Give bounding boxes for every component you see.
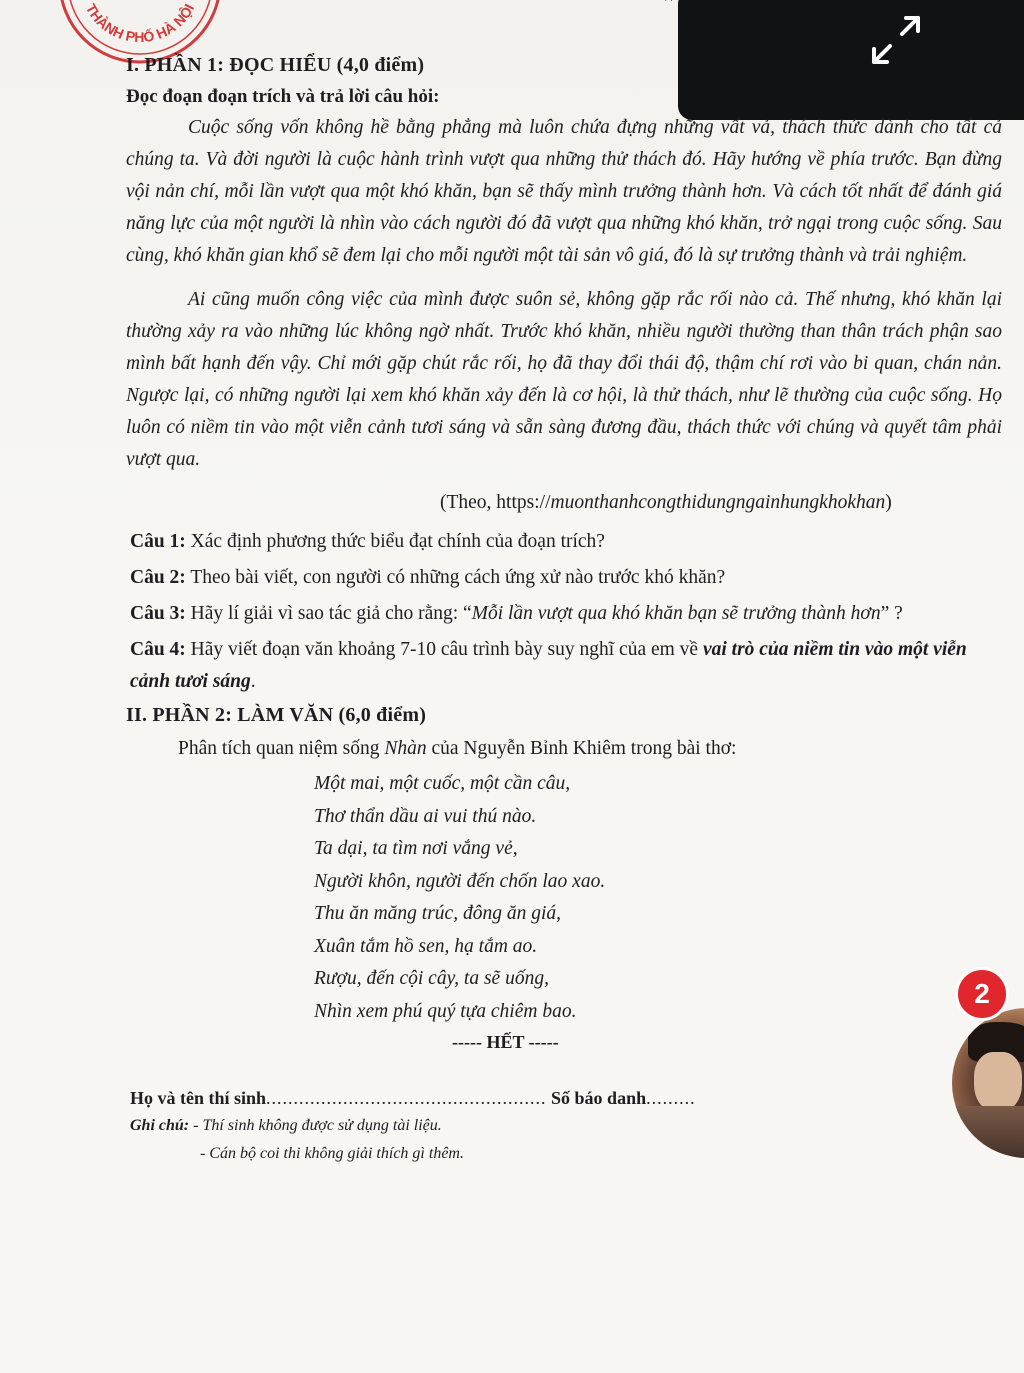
- question-4: [126, 634, 1006, 698]
- poem-line: Xuân tắm hồ sen, hạ tắm ao.: [314, 935, 538, 957]
- passage-paragraph-1: Cuộc sống vốn không hề bằng phẳng mà luôn chứa đựng những vất vả, thách thức dành cho tất cả chúng ta. Và đời người là cuộc hành trình vượt qua những thử thách đó. Hãy hướng về phía trước. Bạn đừng vội nản chí, mỗi lần vượt qua một khó khăn, bạn sẽ thấy mình trưởng thành hơn. Và cách tốt nhất để đánh giá năng lực của một người là nhìn vào cách người đó đã vượt qua những khó khăn, trở ngại trong cuộc sống. Sau cùng, khó khăn gian khổ sẽ đem lại cho mỗi người một tài sản vô giá, đó là sự trưởng thành và trải nghiệm.: [126, 117, 1002, 266]
- source-url: muonthanhcongthidungngainhungkhokhan: [550, 492, 886, 513]
- question-after: .: [250, 671, 256, 692]
- poem-line: Ta dại, ta tìm nơi vắng vẻ,: [314, 838, 518, 859]
- passage-source: [440, 488, 1006, 518]
- question-1: [126, 526, 1006, 558]
- prompt-before: Phân tích quan niệm sống: [178, 738, 385, 759]
- poem-line: Người khôn, người đến chốn lao xao.: [314, 870, 606, 892]
- part1-instruction: Đọc đoạn đoạn trích và trả lời câu hỏi:: [126, 86, 440, 107]
- poem-line: Thu ăn măng trúc, đông ăn giá,: [314, 903, 562, 924]
- part2-title: II. PHẦN 2: LÀM VĂN (6,0 điểm): [126, 704, 427, 726]
- question-label: Câu 1:: [130, 531, 186, 552]
- avatar-face: [974, 1052, 1022, 1112]
- notes: [130, 1112, 1006, 1168]
- passage-paragraph-2: Ai cũng muốn công việc của mình được suôn sẻ, không gặp rắc rối nào cả. Thế nhưng, khó khăn lại thường xảy ra vào những lúc không ngờ nhất. Trước khó khăn, nhiều người thường than thân trách phận sao mình bất hạnh đến vậy. Chỉ mới gặp chút rắc rối, họ đã thay đổi thái độ, thậm chí rơi vào bi quan, chán nản. Ngược lại, có những người lại xem khó khăn xảy đến là cơ hội, là thử thách, như lẽ thường của cuộc sống. Họ luôn có niềm tin vào một viễn cảnh tươi sáng và sẵn sàng đương đầu, thách thức với chúng và quyết tâm phải vượt qua.: [126, 289, 1002, 470]
- question-3: [126, 598, 1006, 630]
- prompt-work-title: Nhàn: [384, 738, 427, 759]
- part1-title: I. PHẦN 1: ĐỌC HIỂU (4,0 điểm): [126, 54, 425, 76]
- question-text: Xác định phương thức biểu đạt chính của đoạn trích?: [185, 531, 605, 552]
- question-label: Câu 4:: [130, 639, 186, 660]
- question-quote: Mỗi lần vượt qua khó khăn bạn sẽ trưởng thành hơn: [471, 603, 881, 624]
- poem-line: Thơ thẩn dầu ai vui thú nào.: [314, 805, 537, 827]
- note-label: Ghi chú:: [130, 1117, 190, 1134]
- source-prefix: (Theo, https://: [440, 492, 551, 513]
- notification-badge[interactable]: 2: [955, 967, 1009, 1021]
- prompt-after: của Nguyễn Bỉnh Khiêm trong bài thơ:: [426, 738, 737, 759]
- question-label: Câu 2:: [130, 567, 186, 588]
- top-mark: · ·: [664, 0, 674, 7]
- exam-content: [126, 52, 1006, 1168]
- essay-prompt: [178, 734, 1006, 764]
- source-suffix: ): [885, 492, 892, 513]
- poem: [314, 768, 1006, 1028]
- question-emphasis: vai trò của niềm tin vào một viễn cảnh tươi sáng: [130, 639, 967, 692]
- question-text: Theo bài viết, con người có những cách ứng xử nào trước khó khăn?: [185, 567, 726, 588]
- end-mark: ----- HẾT -----: [452, 1032, 559, 1052]
- note-line-2: - Cán bộ coi thi không giải thích gì thêm.: [200, 1145, 464, 1162]
- note-line-1: [130, 1112, 1006, 1140]
- question-text: Hãy viết đoạn văn khoảng 7-10 câu trình bày suy nghĩ của em về: [185, 639, 703, 660]
- id-label: Số báo danh: [551, 1088, 647, 1108]
- name-dots: ...................................................: [266, 1088, 547, 1108]
- stamp-text: THÀNH PHỐ HÀ NỘI: [82, 0, 198, 46]
- poem-line: Một mai, một cuốc, một cần câu,: [314, 773, 571, 794]
- question-2: [126, 562, 1006, 594]
- question-label: Câu 3:: [130, 603, 186, 624]
- name-label: Họ và tên thí sinh: [130, 1088, 267, 1108]
- candidate-info: [130, 1084, 1006, 1112]
- note-text: - Thí sinh không được sử dụng tài liệu.: [189, 1117, 442, 1134]
- question-after: ” ?: [880, 603, 903, 624]
- avatar-background: [952, 1106, 1024, 1158]
- question-text: Hãy lí giải vì sao tác giả cho rằng: “: [185, 603, 472, 624]
- poem-line: Rượu, đến cội cây, ta sẽ uống,: [314, 968, 549, 989]
- poem-line: Nhìn xem phú quý tựa chiêm bao.: [314, 1000, 577, 1022]
- svg-text:THÀNH PHỐ HÀ NỘI: [83, 1, 197, 45]
- id-dots: .........: [646, 1088, 696, 1108]
